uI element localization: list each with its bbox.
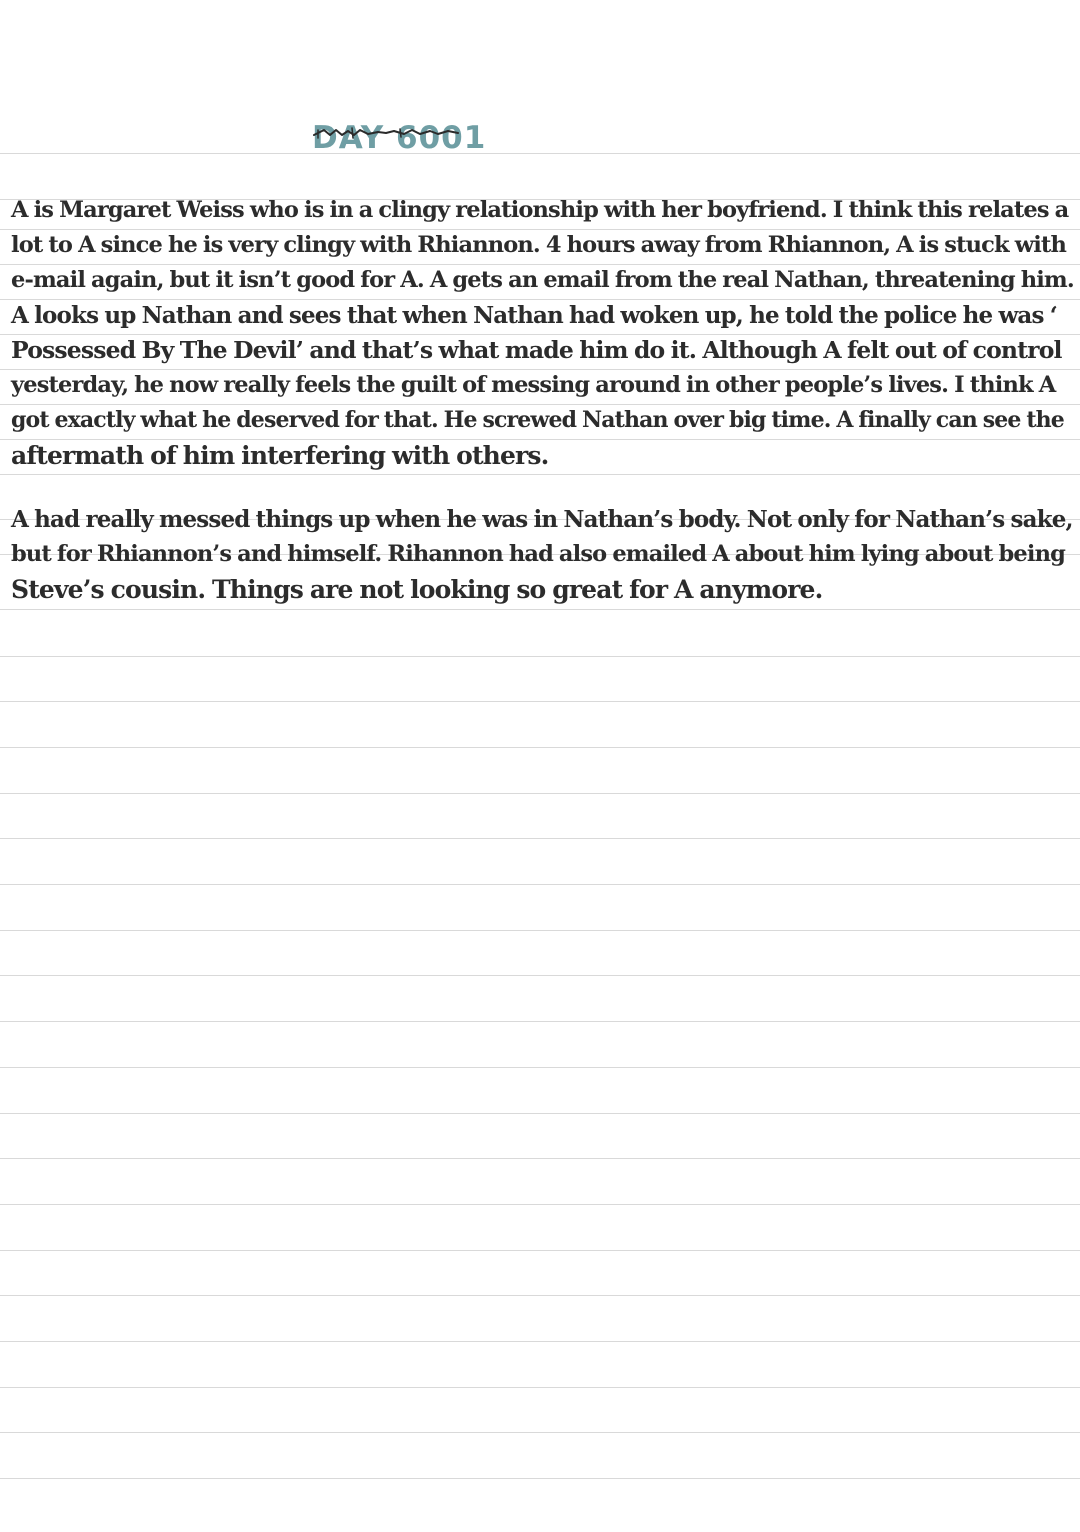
rule-line [0, 153, 1080, 154]
rule-line [0, 656, 1080, 657]
text-line: A looks up Nathan and sees that when Nathan had woken up, he told the police he was ‘ [11, 302, 1057, 329]
rule-line [0, 1478, 1080, 1479]
rule-line [0, 1387, 1080, 1388]
text-line: aftermath of him interfering with others. [11, 441, 549, 470]
page-title [312, 116, 487, 160]
rule-line [0, 474, 1080, 475]
rule-line [0, 1432, 1080, 1433]
paragraph-1 [11, 193, 1075, 473]
text-line: lot to A since he is very clingy with Rhiannon. 4 hours away from Rhiannon, A is stuck with [11, 232, 1066, 258]
rule-line [0, 975, 1080, 976]
rule-line [0, 1158, 1080, 1159]
rule-line [0, 747, 1080, 748]
page-title-text: DAY 6001 [312, 120, 487, 156]
rule-line [0, 793, 1080, 794]
rule-line [0, 701, 1080, 702]
text-line: Possessed By The Devil’ and that’s what made him do it. Although A felt out of control [11, 336, 1062, 364]
text-line: Steve’s cousin. Things are not looking so great for A anymore. [11, 575, 823, 604]
text-line: but for Rhiannon’s and himself. Rihannon had also emailed A about him lying about being [11, 541, 1065, 567]
rule-line [0, 1295, 1080, 1296]
text-line: got exactly what he deserved for that. He screwed Nathan over big time. A finally can see the [11, 407, 1064, 433]
rule-line [0, 1250, 1080, 1251]
rule-line [0, 1021, 1080, 1022]
rule-line [0, 1113, 1080, 1114]
rule-line [0, 1341, 1080, 1342]
rule-line [0, 1204, 1080, 1205]
text-line: e-mail again, but it isn’t good for A. A gets an email from the real Nathan, threatening him. [11, 267, 1074, 293]
text-line: yesterday, he now really feels the guilt of messing around in other people’s lives. I think A [11, 372, 1056, 398]
rule-line [0, 930, 1080, 931]
paragraph-2 [11, 502, 1075, 607]
text-line: A is Margaret Weiss who is in a clingy relationship with her boyfriend. I think this relates a [11, 197, 1069, 223]
rule-line [0, 1067, 1080, 1068]
rule-line [0, 838, 1080, 839]
strikethrough-scribble-icon [312, 116, 472, 160]
text-line: A had really messed things up when he was in Nathan’s body. Not only for Nathan’s sake, [11, 506, 1073, 533]
rule-line [0, 884, 1080, 885]
rule-line [0, 609, 1080, 610]
